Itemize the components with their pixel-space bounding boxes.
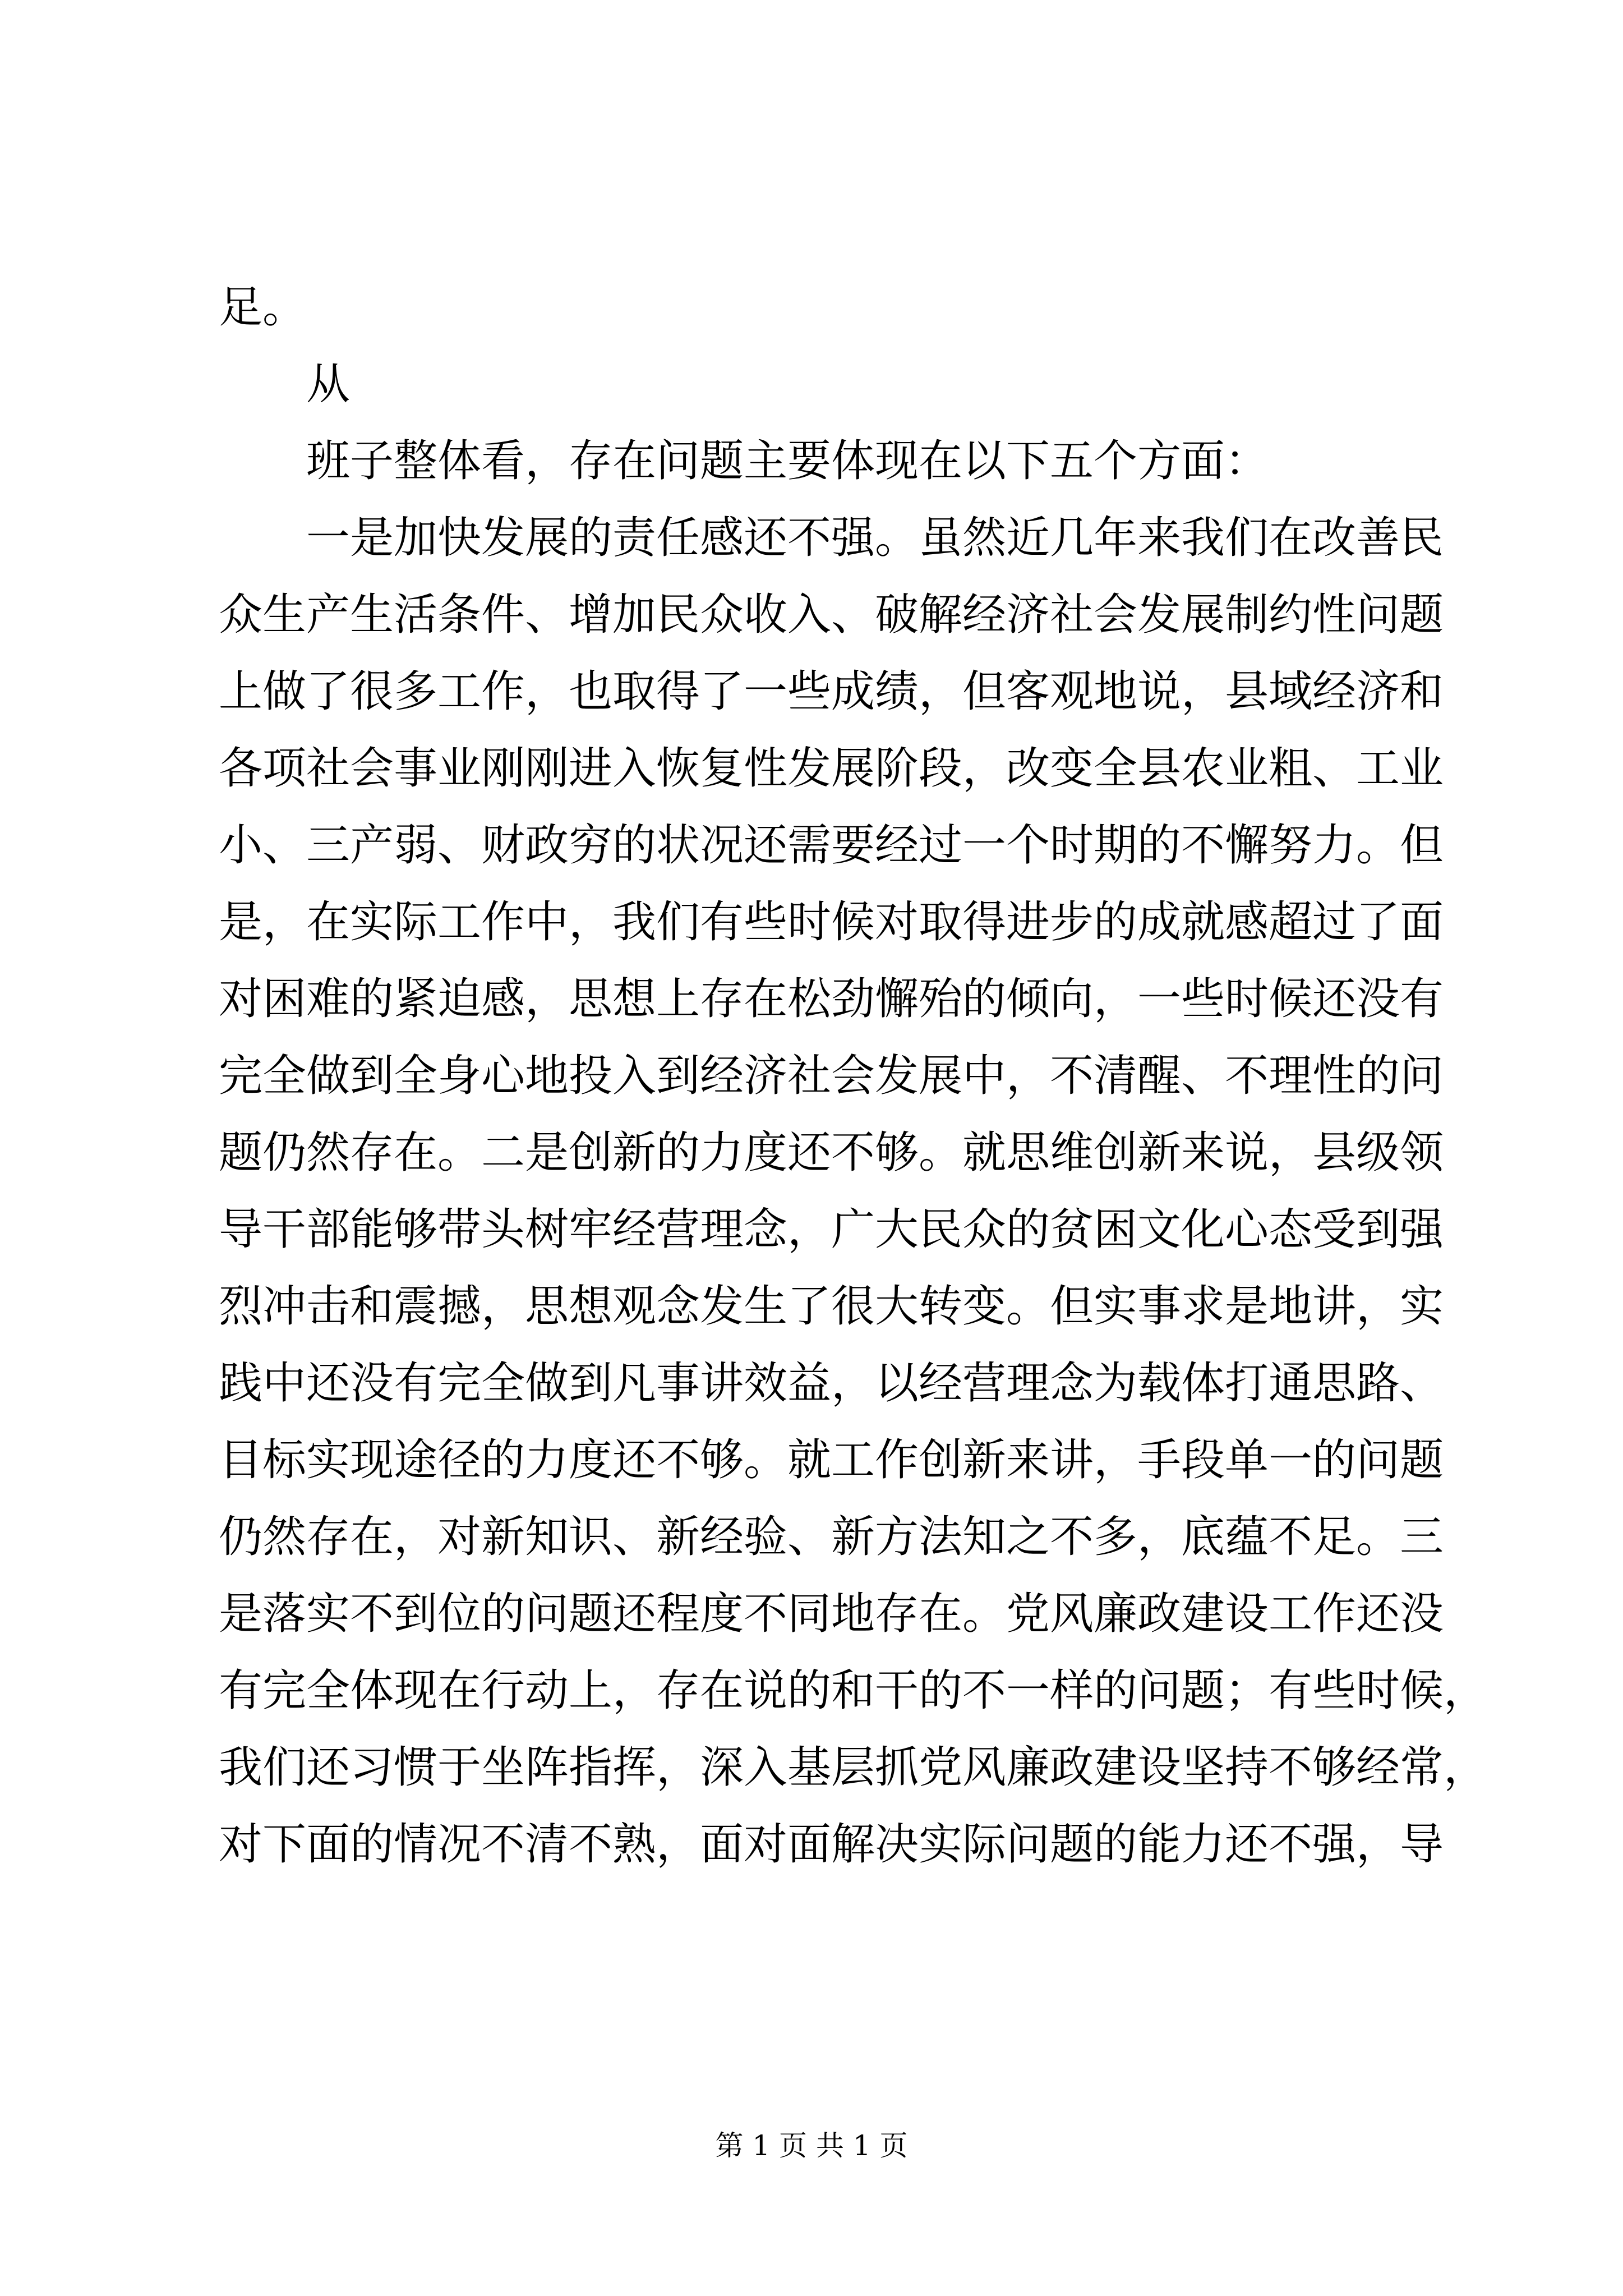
text-line: 仍然存在，对新知识、新经验、新方法知之不多，底蕴不足。三: [219, 1512, 1444, 1562]
text-line: 题仍然存在。二是创新的力度还不够。就思维创新来说，县级领: [219, 1128, 1444, 1178]
text-line: 从: [306, 359, 351, 409]
text-line: 完全做到全身心地投入到经济社会发展中，不清醒、不理性的问: [219, 1051, 1444, 1101]
text-line: 烈冲击和震撼，思想观念发生了很大转变。但实事求是地讲，实: [219, 1281, 1444, 1332]
text-line: 众生产生活条件、增加民众收入、破解经济社会发展制约性问题: [219, 590, 1444, 640]
text-line: 对下面的情况不清不熟，面对面解决实际问题的能力还不强，导: [219, 1819, 1444, 1870]
text-line: 上做了很多工作，也取得了一些成绩，但客观地说，县域经济和: [219, 666, 1444, 717]
text-line: 是，在实际工作中，我们有些时候对取得进步的成就感超过了面: [219, 897, 1444, 947]
text-line: 小、三产弱、财政穷的状况还需要经过一个时期的不懈努力。但: [219, 820, 1444, 871]
text-line: 班子整体看，存在问题主要体现在以下五个方面：: [306, 436, 1269, 486]
text-line: 目标实现途径的力度还不够。就工作创新来讲，手段单一的问题: [219, 1435, 1444, 1485]
document-body: [219, 269, 1488, 1883]
text-line: 一是加快发展的责任感还不强。虽然近几年来我们在改善民: [306, 513, 1444, 563]
text-line: 践中还没有完全做到凡事讲效益，以经营理念为载体打通思路、: [219, 1358, 1444, 1409]
text-line: 足。: [219, 282, 307, 333]
page-footer: 第 1 页 共 1 页: [715, 2129, 908, 2162]
text-line: 各项社会事业刚刚进入恢复性发展阶段，改变全县农业粗、工业: [219, 743, 1444, 794]
text-line: 有完全体现在行动上，存在说的和干的不一样的问题；有些时候，: [219, 1665, 1488, 1716]
text-line: 是落实不到位的问题还程度不同地存在。党风廉政建设工作还没: [219, 1589, 1444, 1639]
text-line: 导干部能够带头树牢经营理念，广大民众的贫困文化心态受到强: [219, 1204, 1444, 1255]
text-line: 对困难的紧迫感，思想上存在松劲懈殆的倾向，一些时候还没有: [219, 974, 1444, 1024]
text-line: 我们还习惯于坐阵指挥，深入基层抓党风廉政建设坚持不够经常，: [219, 1742, 1488, 1793]
